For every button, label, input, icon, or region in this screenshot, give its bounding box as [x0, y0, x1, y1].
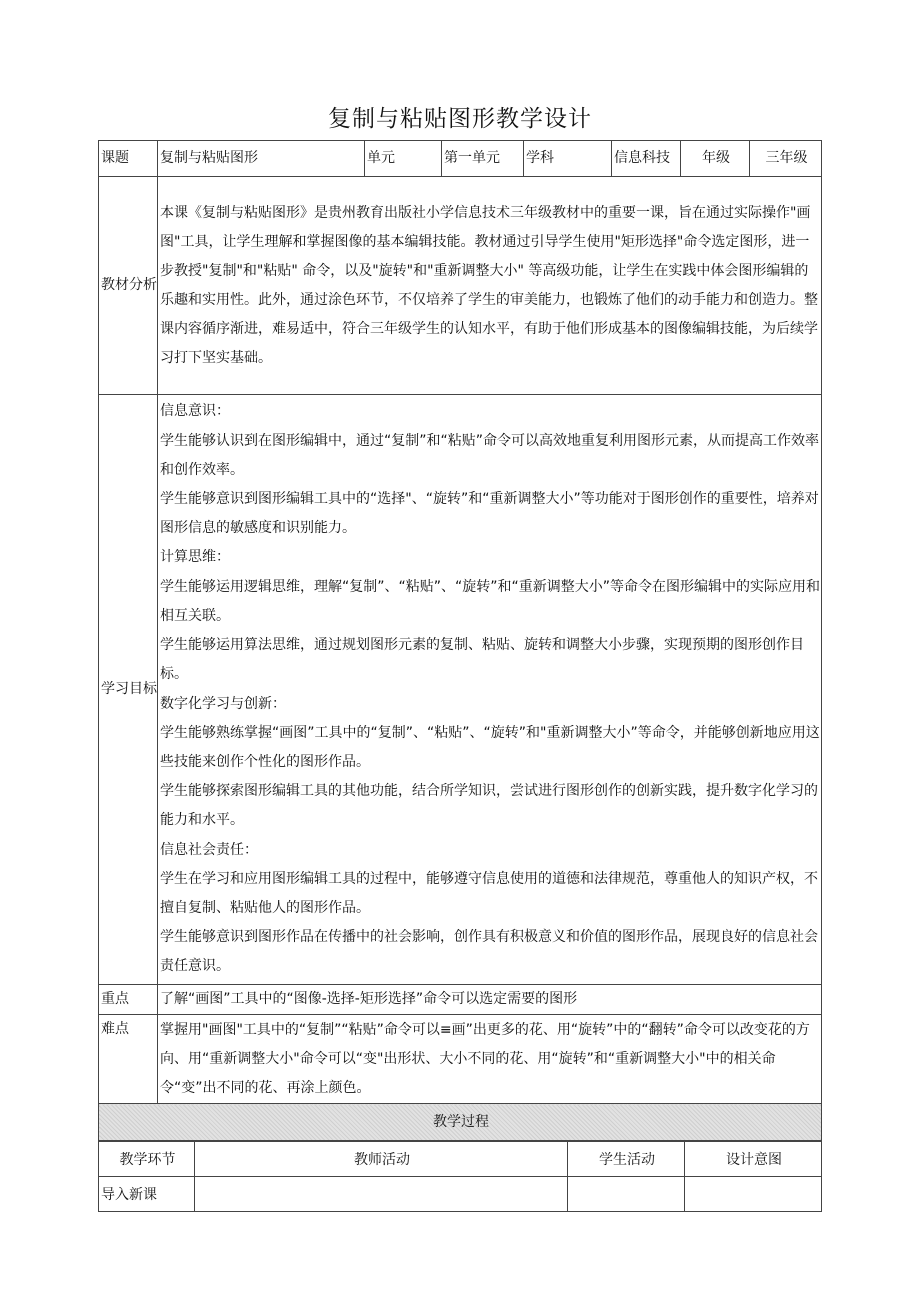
objective-item: 学生能够认识到在图形编辑中，通过“复制”和“粘贴”命令可以高效地重复利用图形元素，从而提高工作效率和创作效率。 [160, 432, 820, 478]
objectives-label: 学习目标 [99, 395, 158, 985]
unit-value: 第一单元 [442, 141, 524, 177]
objective-heading-info: 信息意识： [160, 403, 230, 420]
objectives-row [99, 395, 822, 985]
lesson-info-table [98, 140, 822, 1141]
subject-value: 信息科技 [612, 141, 681, 177]
process-teacher-cell [195, 1177, 568, 1212]
difficulty-text: 掌握用"画图"工具中的“复制”“粘贴”命令可以≡画”出更多的花、用“旋转”中的“翻转”命令可以改变花的方向、用“重新调整大小"命令可以“变"出形状、大小不同的花、用“旋转”和“重新调整大小"中的相关命令“变”出不同的花、再涂上颜色。 [158, 1015, 822, 1104]
objective-item: 学生能够意识到图形作品在传播中的社会影响，创作具有积极意义和价值的图形作品，展现良好的信息社会责任意识。 [160, 929, 818, 975]
process-table [98, 1141, 822, 1212]
key-point-row [99, 985, 822, 1015]
process-band-row [99, 1104, 822, 1141]
objective-heading-computational: 计算思维： [160, 549, 230, 566]
objective-heading-social: 信息社会责任： [160, 841, 258, 858]
process-col-intent: 设计意图 [685, 1142, 822, 1177]
grade-value: 三年级 [750, 141, 822, 177]
objective-item: 学生在学习和应用图形编辑工具的过程中，能够遵守信息使用的道德和法律规范，尊重他人的知识产权，不擅自复制、粘贴他人的图形作品。 [160, 870, 818, 916]
objective-item: 学生能够运用逻辑思维，理解“复制”、“粘贴”、“旋转”和“重新调整大小”等命令在图形编辑中的实际应用和相互关联。 [160, 578, 821, 624]
difficulty-row [99, 1015, 822, 1104]
key-point-text: 了解“画图”工具中的“图像-选择-矩形选择”命令可以选定需要的图形 [158, 985, 822, 1015]
header-row [99, 141, 822, 177]
key-point-label: 重点 [99, 985, 158, 1015]
unit-label: 单元 [365, 141, 442, 177]
topic-value: 复制与粘贴图形 [158, 141, 365, 177]
process-student-cell [568, 1177, 685, 1212]
objective-heading-digital: 数字化学习与创新： [160, 695, 286, 712]
process-band-title: 教学过程 [99, 1104, 822, 1141]
process-col-stage: 教学环节 [99, 1142, 195, 1177]
subject-label: 学科 [524, 141, 612, 177]
process-stage-cell: 导入新课 [99, 1177, 195, 1212]
table-row [99, 1177, 822, 1212]
analysis-row [99, 177, 822, 395]
analysis-text: 本课《复制与粘贴图形》是贵州教育出版社小学信息技术三年级教材中的重要一课，旨在通过实际操作"画图"工具，让学生理解和掌握图像的基本编辑技能。教材通过引导学生使用"矩形选择"命令选定图形，进一步教授"复制"和"粘贴" 命令，以及"旋转"和"重新调整大小" 等高级功能，让学生在实践中体会图形编辑的乐趣和实用性。此外，通过涂色环节，不仅培养了学生的审美能力，也锻炼了他们的动手能力和创造力。整课内容循序渐进，难易适中，符合三年级学生的认知水平，有助于他们形成基本的图像编辑技能，为后续学习打下坚实基础。 [158, 177, 822, 395]
document-title: 复制与粘贴图形教学设计 [328, 106, 592, 132]
objectives-cell [158, 395, 822, 985]
process-header-row [99, 1142, 822, 1177]
objective-item: 学生能够熟练掌握“画图”工具中的“复制”、“粘贴”、“旋转”和"重新调整大小”等命令，并能够创新地应用这些技能来创作个性化的图形作品。 [160, 724, 820, 770]
difficulty-label: 难点 [99, 1015, 158, 1104]
process-col-student: 学生活动 [568, 1142, 685, 1177]
process-intent-cell [685, 1177, 822, 1212]
topic-label: 课题 [99, 141, 158, 177]
objective-item: 学生能够意识到图形编辑工具中的“选择"、“旋转”和“重新调整大小”等功能对于图形创作的重要性，培养对图形信息的敏感度和识别能力。 [160, 491, 819, 537]
process-col-teacher: 教师活动 [195, 1142, 568, 1177]
objective-item: 学生能够运用算法思维，通过规划图形元素的复制、粘贴、旋转和调整大小步骤，实现预期的图形创作目标。 [160, 637, 804, 683]
grade-label: 年级 [681, 141, 750, 177]
analysis-label: 教材分析 [99, 177, 158, 395]
objective-item: 学生能够探索图形编辑工具的其他功能，结合所学知识，尝试进行图形创作的创新实践，提升数字化学习的能力和水平。 [160, 783, 818, 829]
